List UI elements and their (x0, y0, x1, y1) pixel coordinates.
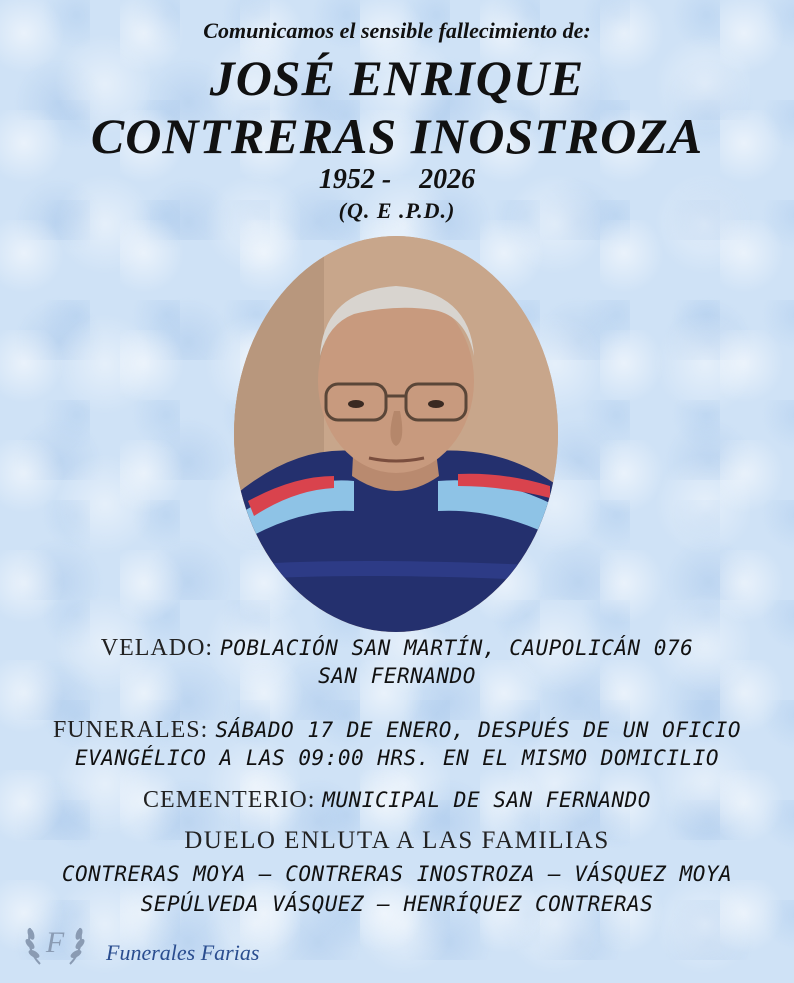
funeral-home-logo (22, 910, 88, 972)
funerales-line (0, 716, 794, 745)
deceased-name-first: JOSÉ ENRIQUE (209, 50, 585, 106)
death-year: 2026 (419, 164, 476, 195)
families-2: SEPÚLVEDA VÁSQUEZ – HENRÍQUEZ CONTRERAS (140, 892, 654, 916)
funerales-label: FUNERALES: (52, 717, 209, 743)
velado-line-2 (0, 662, 794, 691)
birth-year: 1952 - (318, 164, 392, 195)
intro-text: Comunicamos el sensible fallecimiento de: (203, 18, 591, 43)
funerales-value-2: EVANGÉLICO A LAS 09:00 HRS. EN EL MISMO DOMICILIO (74, 746, 719, 770)
families-1: CONTRERAS MOYA – CONTRERAS INOSTROZA – VÁSQUEZ MOYA (61, 862, 733, 886)
funerales-line-2 (0, 744, 794, 773)
cementerio-line (0, 786, 794, 815)
velado-city: SAN FERNANDO (318, 664, 476, 688)
cementerio-value: MUNICIPAL DE SAN FERNANDO (322, 788, 651, 812)
portrait-photo (234, 236, 558, 632)
life-years (0, 164, 794, 196)
families-line-1 (0, 860, 794, 889)
funerales-value: SÁBADO 17 DE ENERO, DESPUÉS DE UN OFICIO (215, 718, 742, 742)
velado-line (0, 634, 794, 663)
logo-letter: F (45, 926, 65, 959)
funeral-home-name: Funerales Farias (106, 940, 260, 965)
duelo-heading: DUELO ENLUTA A LAS FAMILIAS (184, 827, 610, 854)
qepd-text: (Q. E .P.D.) (338, 198, 456, 223)
laurel-emblem-icon (22, 910, 88, 972)
families-line-2 (0, 890, 794, 919)
velado-label: VELADO: (100, 635, 214, 661)
cementerio-label: CEMENTERIO: (143, 787, 316, 813)
portrait-illustration (234, 236, 558, 632)
velado-value: POBLACIÓN SAN MARTÍN, CAUPOLICÁN 076 (220, 636, 694, 660)
deceased-name-last: CONTRERAS INOSTROZA (90, 108, 704, 164)
